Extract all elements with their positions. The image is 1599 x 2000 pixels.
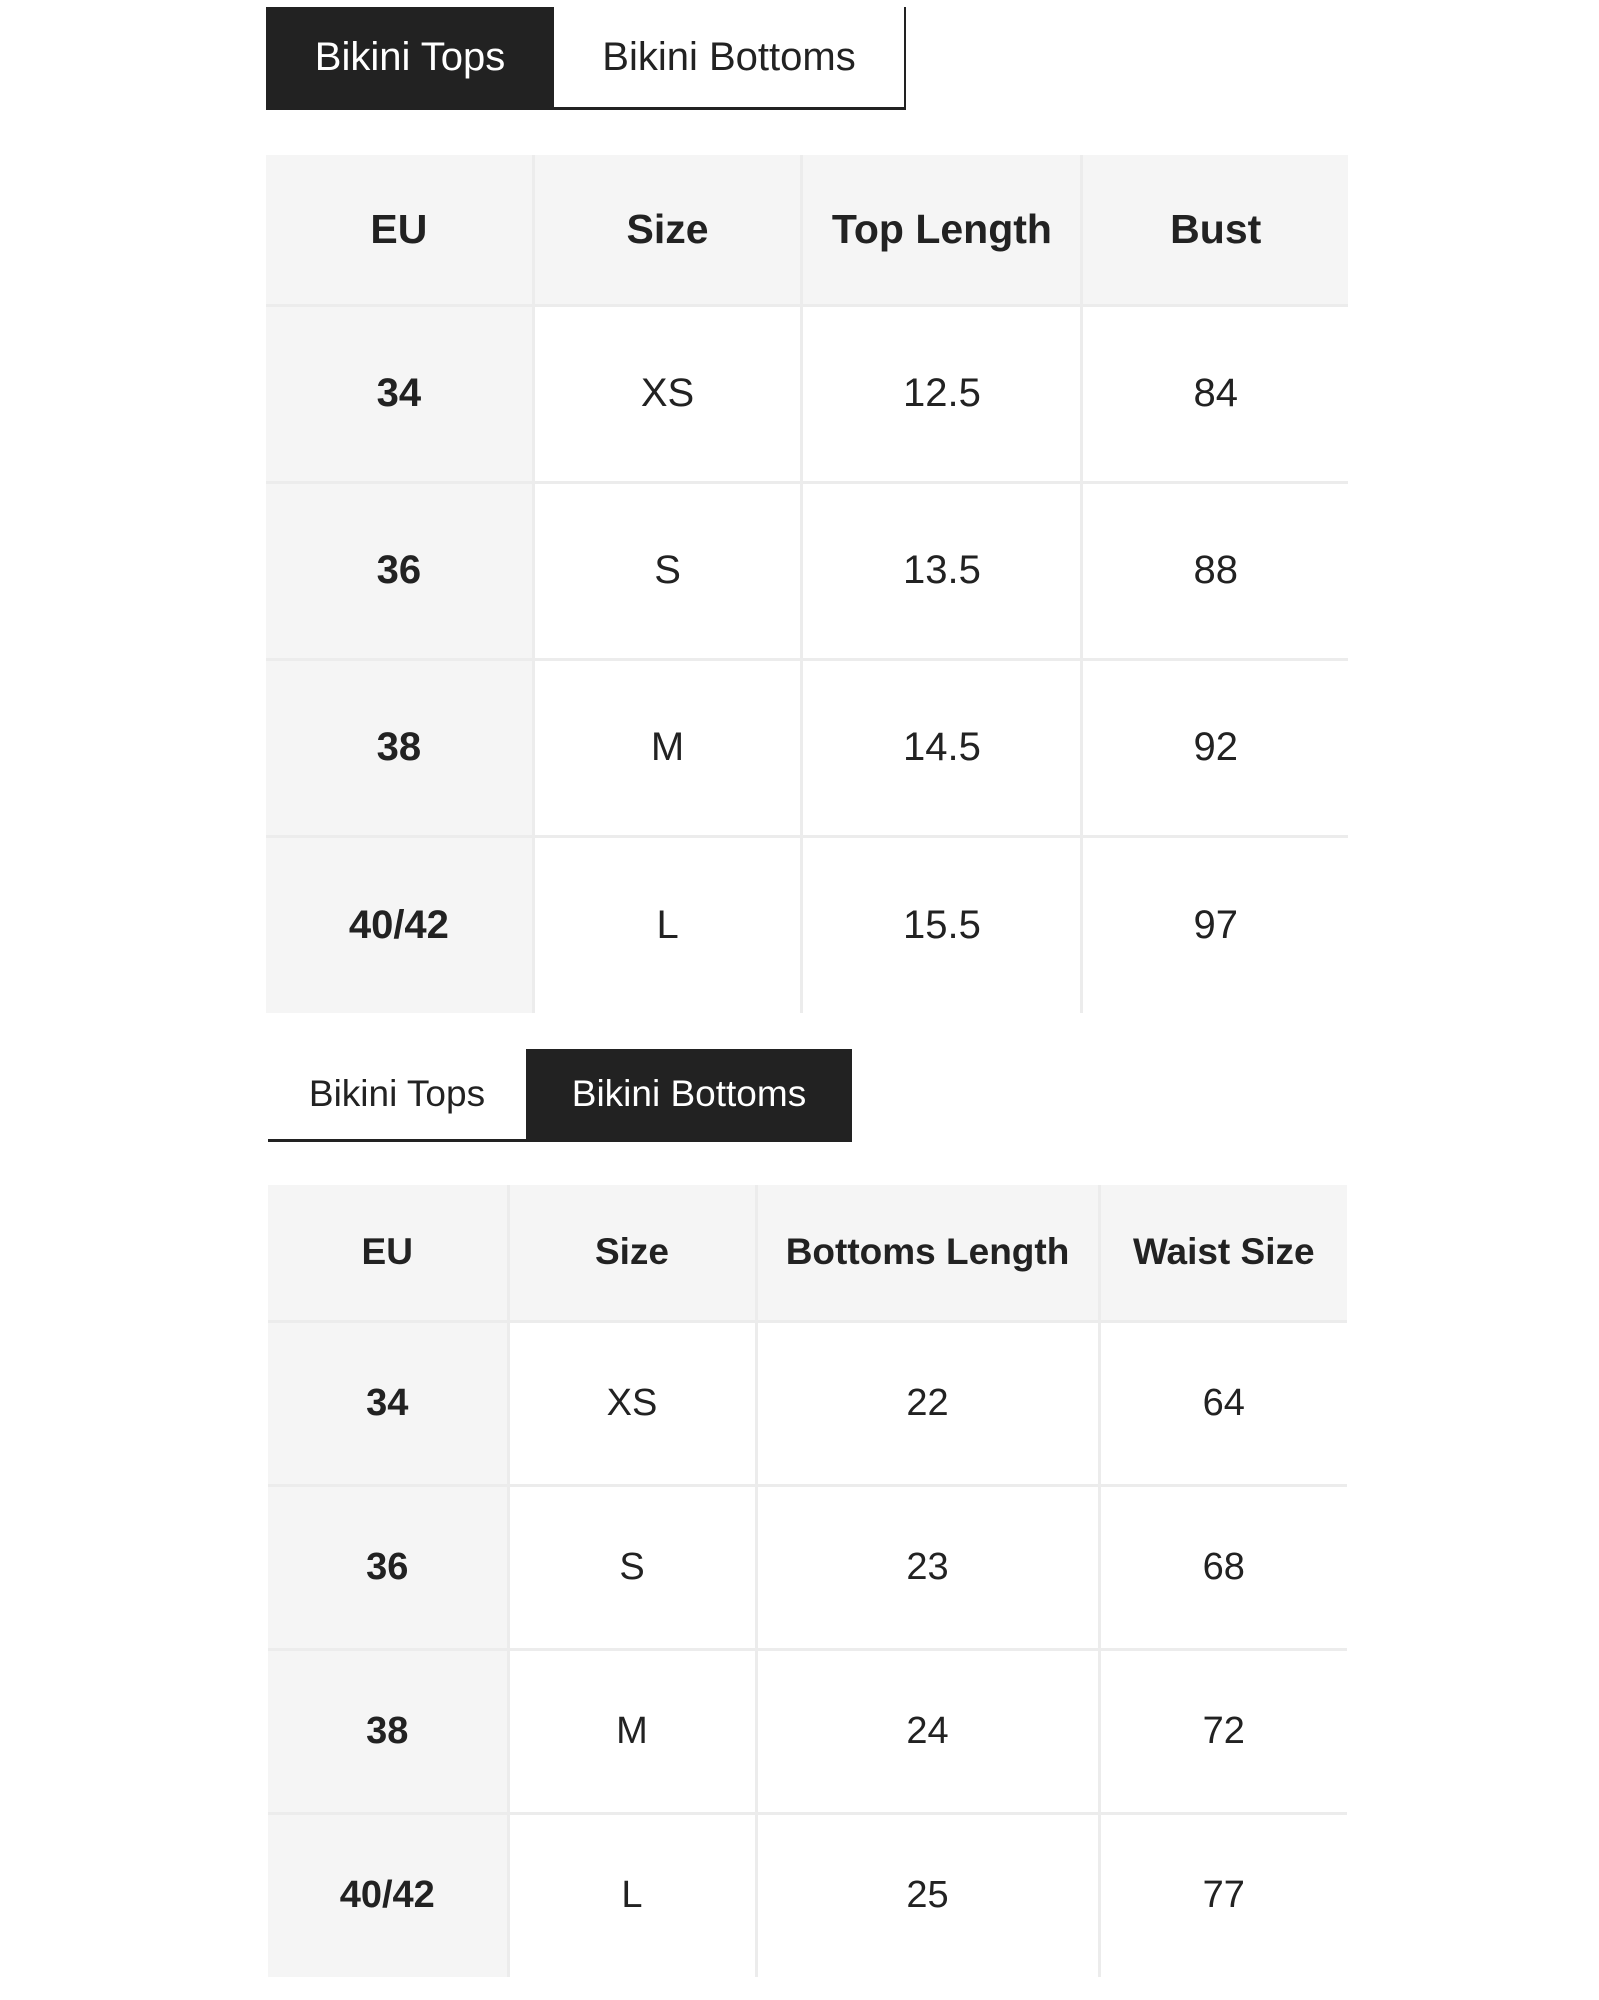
table-row bbox=[268, 1321, 1347, 1485]
top-length-cell: 15.5 bbox=[802, 836, 1082, 1013]
tab-bikini-tops[interactable]: Bikini Tops bbox=[268, 1049, 526, 1139]
tab-bikini-bottoms[interactable]: Bikini Bottoms bbox=[526, 1049, 852, 1139]
eu-size-cell: 40/42 bbox=[268, 1813, 508, 1977]
eu-size-cell: 36 bbox=[268, 1485, 508, 1649]
bottoms-length-cell: 23 bbox=[756, 1485, 1099, 1649]
tab-bikini-bottoms[interactable]: Bikini Bottoms bbox=[554, 7, 904, 107]
bust-cell: 88 bbox=[1082, 482, 1348, 659]
table-row bbox=[268, 1485, 1347, 1649]
table-row bbox=[266, 836, 1348, 1013]
eu-size-cell: 36 bbox=[266, 482, 533, 659]
top-length-cell: 14.5 bbox=[802, 659, 1082, 836]
eu-size-cell: 38 bbox=[266, 659, 533, 836]
column-header-size: Size bbox=[533, 155, 802, 305]
table-row bbox=[266, 659, 1348, 836]
bust-cell: 97 bbox=[1082, 836, 1348, 1013]
waist-size-cell: 68 bbox=[1099, 1485, 1347, 1649]
waist-size-cell: 64 bbox=[1099, 1321, 1347, 1485]
column-header-top-length: Top Length bbox=[802, 155, 1082, 305]
bikini-tops-size-table bbox=[266, 155, 1348, 1013]
table-row bbox=[266, 305, 1348, 482]
table-header-row bbox=[268, 1185, 1347, 1321]
eu-size-cell: 34 bbox=[266, 305, 533, 482]
bust-cell: 84 bbox=[1082, 305, 1348, 482]
column-header-size: Size bbox=[508, 1185, 756, 1321]
column-header-eu: EU bbox=[268, 1185, 508, 1321]
size-tabs-bottoms-panel bbox=[268, 1049, 852, 1142]
column-header-bust: Bust bbox=[1082, 155, 1348, 305]
top-length-cell: 12.5 bbox=[802, 305, 1082, 482]
tab-bikini-tops[interactable]: Bikini Tops bbox=[266, 7, 554, 107]
bottoms-length-cell: 22 bbox=[756, 1321, 1099, 1485]
size-tabs-tops-panel bbox=[266, 7, 906, 110]
column-header-bottoms-length: Bottoms Length bbox=[756, 1185, 1099, 1321]
eu-size-cell: 38 bbox=[268, 1649, 508, 1813]
top-length-cell: 13.5 bbox=[802, 482, 1082, 659]
eu-size-cell: 34 bbox=[268, 1321, 508, 1485]
column-header-waist-size: Waist Size bbox=[1099, 1185, 1347, 1321]
bikini-bottoms-size-table bbox=[268, 1185, 1347, 1977]
bust-cell: 92 bbox=[1082, 659, 1348, 836]
table-row bbox=[268, 1813, 1347, 1977]
size-cell: L bbox=[508, 1813, 756, 1977]
size-cell: L bbox=[533, 836, 802, 1013]
eu-size-cell: 40/42 bbox=[266, 836, 533, 1013]
waist-size-cell: 77 bbox=[1099, 1813, 1347, 1977]
size-cell: M bbox=[533, 659, 802, 836]
size-cell: M bbox=[508, 1649, 756, 1813]
size-cell: S bbox=[533, 482, 802, 659]
bottoms-length-cell: 25 bbox=[756, 1813, 1099, 1977]
bottoms-length-cell: 24 bbox=[756, 1649, 1099, 1813]
size-cell: S bbox=[508, 1485, 756, 1649]
table-row bbox=[266, 482, 1348, 659]
column-header-eu: EU bbox=[266, 155, 533, 305]
waist-size-cell: 72 bbox=[1099, 1649, 1347, 1813]
size-cell: XS bbox=[533, 305, 802, 482]
table-row bbox=[268, 1649, 1347, 1813]
table-header-row bbox=[266, 155, 1348, 305]
size-cell: XS bbox=[508, 1321, 756, 1485]
